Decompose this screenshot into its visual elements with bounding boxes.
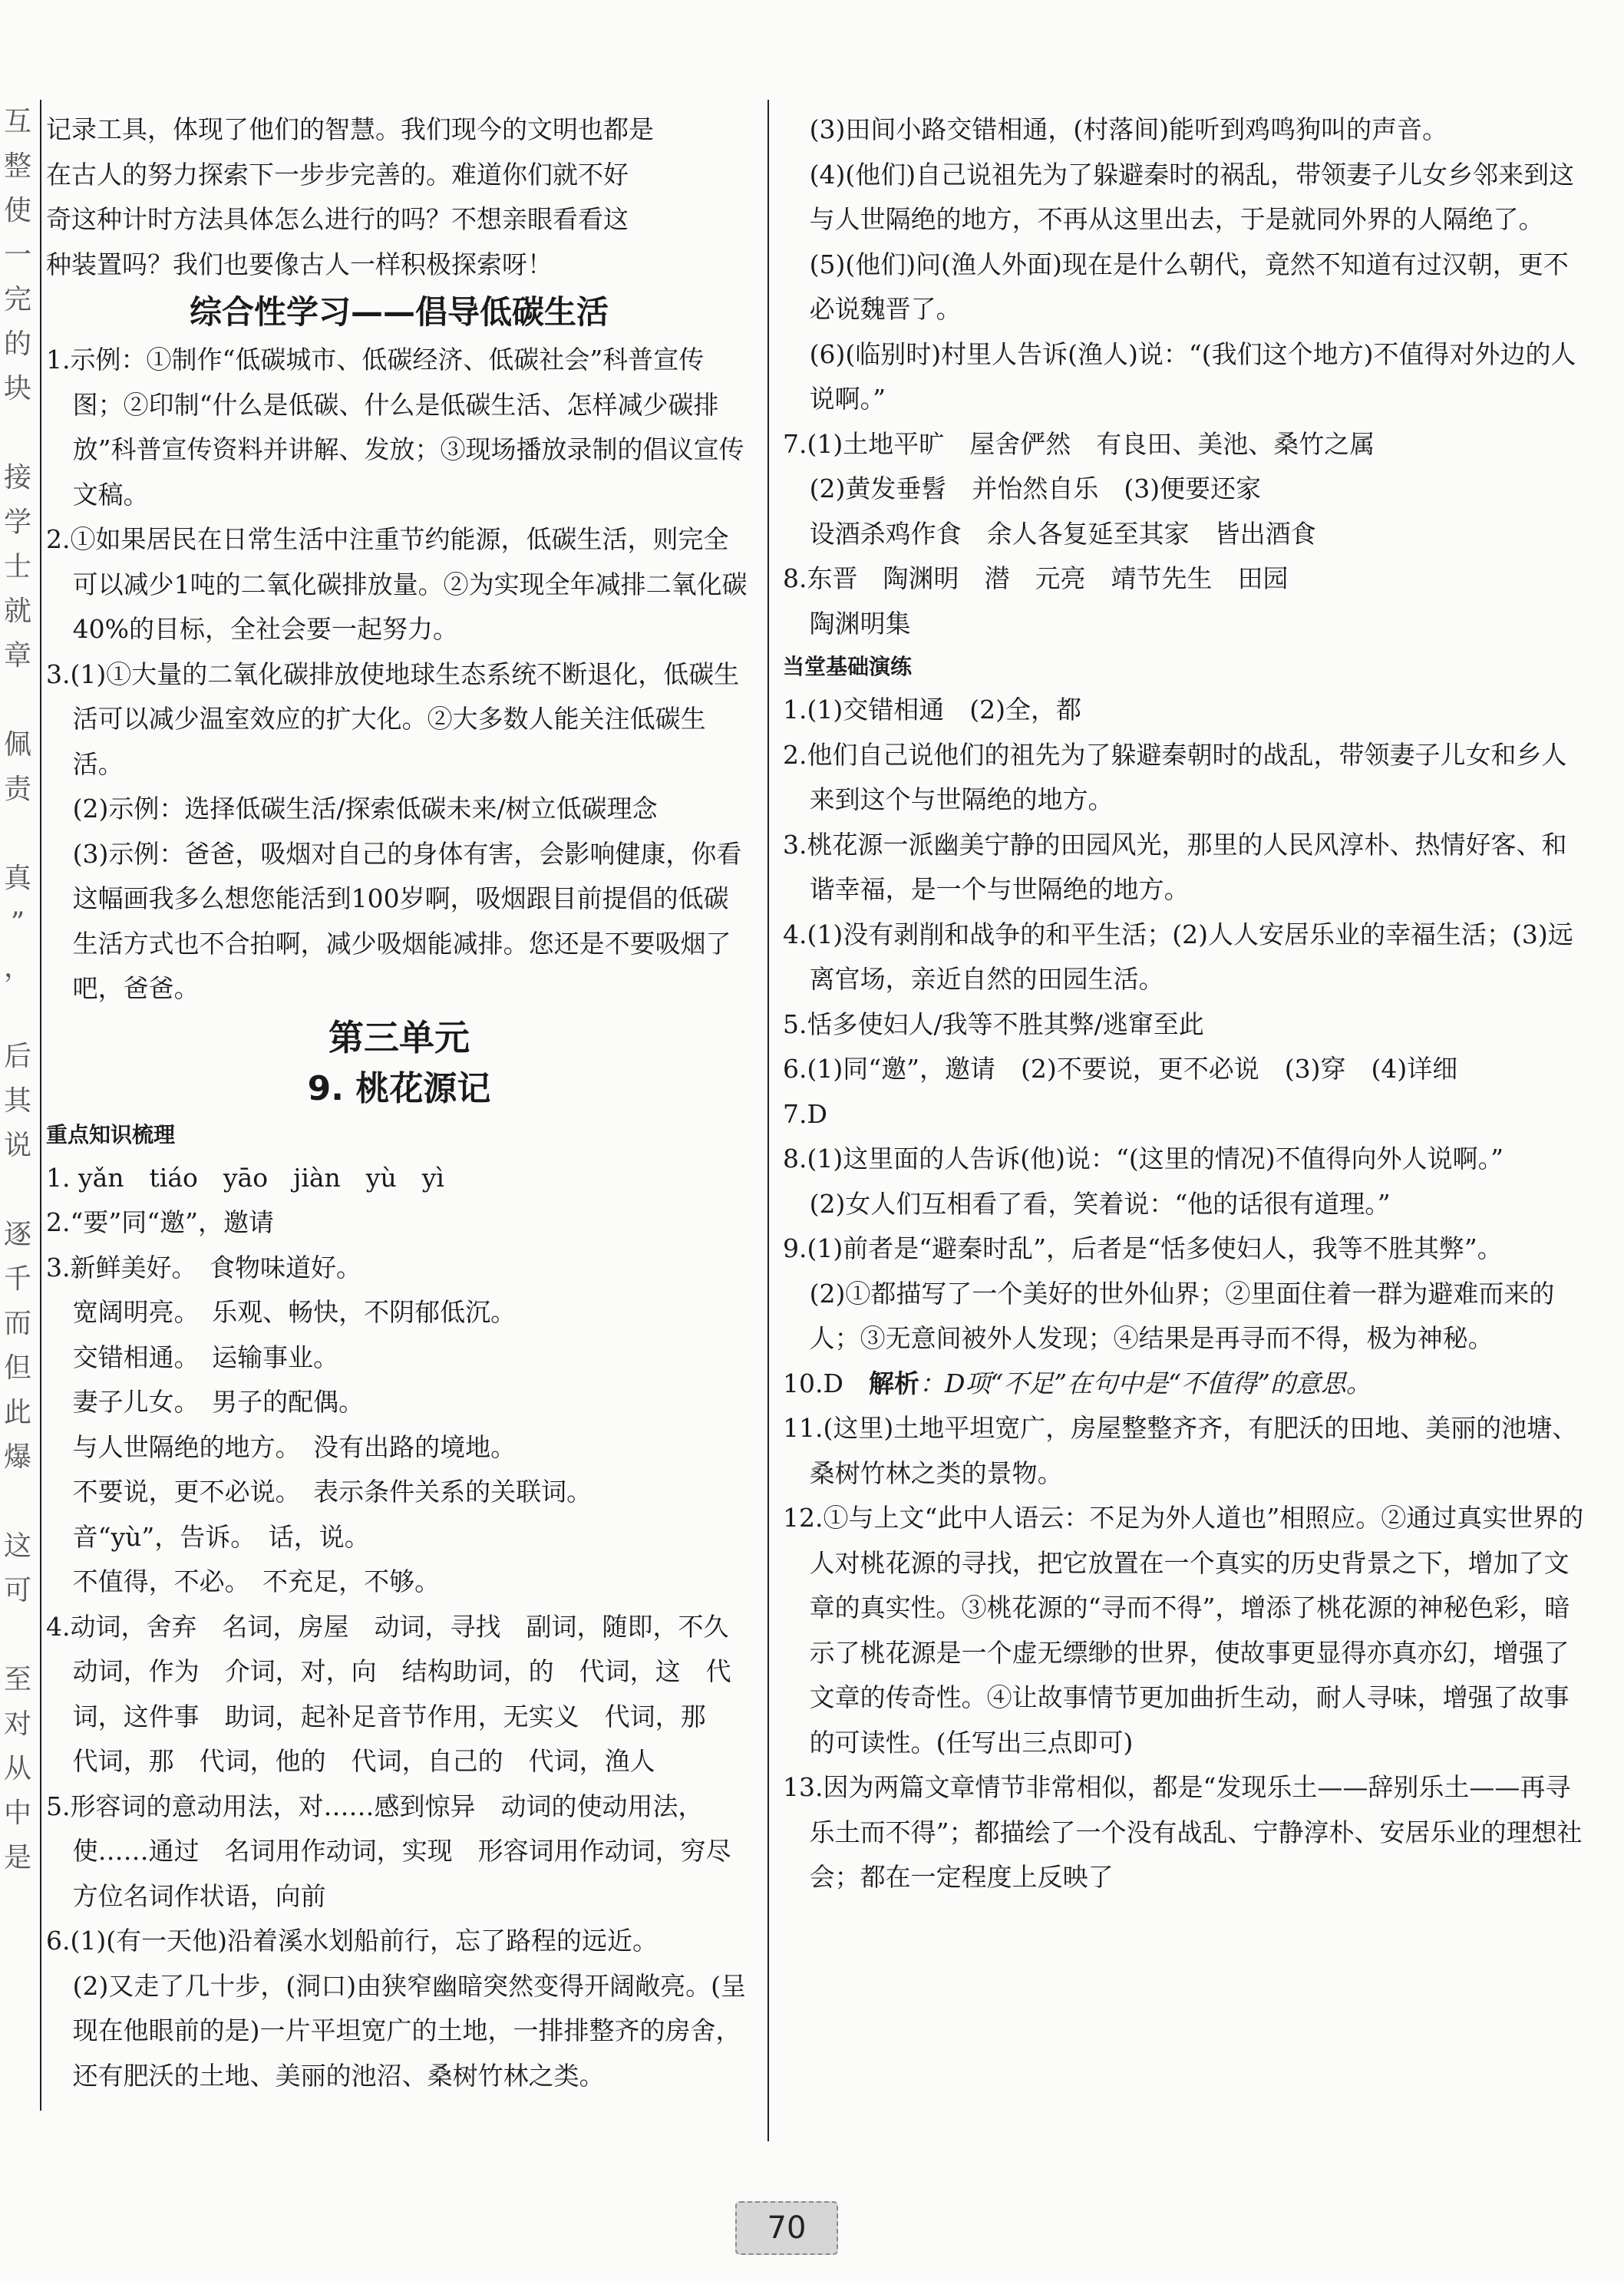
knowledge-7-3: 设酒杀鸡作食 余人各复延至其家 皆出酒食	[809, 518, 1316, 549]
edge-glyph: 责	[3, 774, 31, 805]
practice-13: 13.因为两篇文章情节非常相似，都是“发现乐土——辞别乐土——再寻乐土而不得”；都描绘了一个没有战乱、宁静淳朴、安居乐业的理想社会；都在一定程度上反映了	[783, 1772, 1583, 1892]
practice-10	[783, 1362, 1586, 1407]
edge-glyph: 可	[3, 1575, 31, 1606]
intro-line: 奇这种计时方法具体怎么进行的吗？不想亲眼看看这	[46, 204, 629, 234]
practice-4: 4.(1)没有剥削和战争的和平生活；(2)人人安居乐业的幸福生活；(3)远离官场，亲近自然的田园生活。	[783, 919, 1573, 994]
intro-line: 记录工具，体现了他们的智慧。我们现今的文明也都是	[46, 114, 654, 144]
edge-glyph	[0, 812, 35, 857]
edge-glyph: 至	[3, 1664, 31, 1695]
knowledge-8-cont: 陶渊明集	[809, 608, 911, 639]
knowledge-6-6: (6)(临别时)村里人告诉(渔人)说：“(我们这个地方)不值得对外边的人说啊。”	[809, 338, 1576, 414]
edge-glyph: ，	[3, 952, 31, 983]
knowledge-3-line: 与人世隔绝的地方。 没有出路的境地。	[72, 1431, 517, 1462]
practice-12: 12.①与上文“此中人语云：不足为外人道也”相照应。②通过真实世界的人对桃花源的寻找，把它放置在一个真实的历史背景之下，增加了文章的真实性。③桃花源的“寻而不得”，增添了桃花源的神秘色彩，暗示了桃花源是一个虚无缥缈的世界，使故事更显得亦真亦幻，增强了文章的传奇性。④让故事情节更加曲折生动，耐人寻味，增强了故事的可读性。(任写出三点即可)	[783, 1503, 1584, 1758]
knowledge-8: 8.东晋 陶渊明 潜 元亮 靖节先生 田园	[783, 563, 1289, 593]
edge-glyph: 这	[3, 1530, 31, 1562]
knowledge-1: 1. yǎn tiáo yāo jiàn yù yì	[46, 1162, 444, 1193]
knowledge-4: 4.动词，舍弃 名词，房屋 动词，寻找 副词，随即，不久 动词，作为 介词，对，向 结构助词，的 代词，这 代词，这件事 助词，起补足音节作用，无实义 代词，那 代词，那 代词，他的 代词，自己的 代词，渔人	[46, 1611, 754, 1776]
practice-3: 3.桃花源一派幽美宁静的田园风光，那里的人民风淳朴、热情好客、和谐幸福，是一个与世隔绝的地方。	[783, 829, 1567, 904]
knowledge-6-5: (5)(他们)问(渔人外面)现在是什么朝代，竟然不知道有过汉朝，更不必说魏晋了。	[809, 249, 1569, 324]
edge-glyph: 使	[3, 195, 31, 226]
lesson-title: 9. 桃花源记	[307, 1068, 491, 1108]
knowledge-7-1: 7.(1)土地平旷 屋舍俨然 有良田、美池、桑竹之属	[783, 428, 1375, 459]
section-title: 综合性学习——倡导低碳生活	[189, 293, 609, 331]
practice-10-answer: 10.D	[783, 1368, 869, 1398]
practice-2: 2.他们自己说他们的祖先为了躲避秦朝时的战乱，带领妻子儿女和乡人来到这个与世隔绝的地方。	[783, 739, 1567, 814]
left-edge-cropped-text	[0, 100, 35, 1873]
knowledge-7-2: (2)黄发垂髫 并怡然自乐 (3)便要还家	[809, 474, 1262, 503]
answer-3-2: (2)示例：选择低碳生活/探索低碳未来/树立低碳理念	[72, 794, 658, 824]
edge-glyph: 从	[3, 1753, 31, 1784]
edge-glyph: 其	[3, 1085, 31, 1117]
edge-glyph: 中	[3, 1797, 31, 1829]
edge-glyph: 接	[3, 462, 31, 494]
knowledge-3-line: 不值得，不必。 不充足，不够。	[72, 1566, 441, 1596]
practice-9-1: 9.(1)前者是“避秦时乱”，后者是“恬多使妇人，我等不胜其弊”。	[783, 1233, 1503, 1263]
subhead-knowledge: 重点知识梳理	[46, 1121, 176, 1147]
knowledge-3-line: 音“yù”，告诉。 话，说。	[72, 1521, 370, 1552]
edge-glyph: 爆	[3, 1441, 31, 1473]
edge-glyph: ”	[10, 907, 25, 939]
knowledge-3: 3.新鲜美好。 食物味道好。	[46, 1252, 361, 1282]
practice-5: 5.恬多使妇人/我等不胜其弊/逃窜至此	[783, 1008, 1204, 1039]
knowledge-3-line: 交错相通。 运输事业。	[72, 1342, 339, 1372]
edge-glyph: 块	[3, 373, 31, 404]
edge-glyph	[0, 1480, 35, 1524]
edge-glyph: 但	[3, 1352, 31, 1384]
analysis-text: ：D项“不足”在句中是“不值得”的意思。	[919, 1368, 1371, 1398]
column-divider	[767, 100, 769, 2141]
knowledge-3-line: 宽阔明亮。 乐观、畅快，不阴郁低沉。	[72, 1297, 517, 1327]
practice-6: 6.(1)同“邀”，邀请 (2)不要说，更不必说 (3)穿 (4)详细	[783, 1054, 1458, 1084]
knowledge-5: 5.形容词的意动用法，对……感到惊异 动词的使动用法，使……通过 名词用作动词，实现 形容词用作动词，穷尽 方位名词作状语，向前	[46, 1791, 757, 1911]
right-column	[783, 107, 1586, 1900]
knowledge-3-line: 不要说，更不必说。 表示条件关系的关联词。	[72, 1477, 592, 1507]
answer-1: 1.示例：①制作“低碳城市、低碳经济、低碳社会”科普宣传图；②印制“什么是低碳、什么是低碳生活、怎样减少碳排放”科普宣传资料并讲解、发放；③现场播放录制的倡议宣传文稿。	[46, 345, 744, 510]
edge-glyph: 佩	[3, 729, 31, 761]
unit-title: 第三单元	[328, 1016, 470, 1058]
edge-glyph: 而	[3, 1308, 31, 1339]
practice-7: 7.D	[783, 1098, 827, 1129]
page-number: 70	[735, 2201, 838, 2255]
knowledge-3-line: 妻子儿女。 男子的配偶。	[72, 1387, 365, 1417]
edge-glyph: 完	[3, 284, 31, 315]
edge-glyph	[0, 990, 35, 1035]
answer-2: 2.①如果居民在日常生活中注重节约能源，低碳生活，则完全可以减少1吨的二氧化碳排放量。②为实现全年减排二氧化碳40%的目标，全社会要一起努力。	[46, 524, 748, 644]
edge-glyph: 章	[3, 640, 31, 672]
practice-8-2: (2)女人们互相看了看，笑着说：“他的话很有道理。”	[809, 1188, 1391, 1219]
edge-glyph: 后	[3, 1041, 31, 1072]
knowledge-6-1: 6.(1)(有一天他)沿着溪水划船前行，忘了路程的远近。	[46, 1926, 658, 1956]
answer-3-3: (3)示例：爸爸，吸烟对自己的身体有害，会影响健康，你看这幅画我多么想您能活到100岁啊，吸烟跟目前提倡的低碳生活方式也不合拍啊，减少吸烟能减排。您还是不要吸烟了吧，爸爸。	[72, 838, 742, 1003]
edge-glyph: 学	[3, 507, 31, 538]
edge-glyph: 逐	[3, 1219, 31, 1250]
practice-8-1: 8.(1)这里面的人告诉(他)说：“(这里的情况)不值得向外人说啊。”	[783, 1144, 1504, 1174]
knowledge-6-3: (3)田间小路交错相通，(村落间)能听到鸡鸣狗叫的声音。	[809, 114, 1448, 144]
edge-glyph	[0, 411, 35, 456]
intro-line: 种装置吗？我们也要像古人一样积极探索呀！	[46, 249, 553, 279]
edge-glyph: 的	[3, 328, 31, 360]
left-margin-rule	[40, 100, 41, 2111]
edge-glyph: 就	[3, 596, 31, 627]
edge-glyph: 整	[3, 150, 31, 182]
edge-glyph: 真	[3, 863, 31, 894]
knowledge-6-4: (4)(他们)自己说祖先为了躲避秦时的祸乱，带领妻子儿女乡邻来到这与人世隔绝的地方，不再从这里出去，于是就同外界的人隔绝了。	[809, 159, 1575, 234]
intro-line: 在古人的努力探索下一步步完善的。难道你们就不好	[46, 159, 629, 190]
practice-9-2: (2)①都描写了一个美好的世外仙界；②里面住着一群为避难而来的人；③无意间被外人发现；④结果是再寻而不得，极为神秘。	[809, 1278, 1555, 1353]
practice-11: 11.(这里)土地平坦宽广，房屋整整齐齐，有肥沃的田地、美丽的池塘、桑树竹林之类的景物。	[783, 1413, 1578, 1488]
left-column	[46, 107, 757, 2098]
edge-glyph: 是	[3, 1842, 31, 1873]
edge-glyph: 说	[3, 1130, 31, 1161]
answer-3-1: 3.(1)①大量的二氧化碳排放使地球生态系统不断退化，低碳生活可以减少温室效应的扩大化。②大多数人能关注低碳生活。	[46, 659, 740, 779]
edge-glyph: 一	[3, 239, 31, 271]
practice-1: 1.(1)交错相通 (2)全，都	[783, 695, 1081, 725]
edge-glyph: 互	[3, 106, 31, 137]
edge-glyph	[0, 1613, 35, 1658]
edge-glyph: 对	[3, 1708, 31, 1740]
edge-glyph	[0, 1168, 35, 1213]
edge-glyph: 千	[3, 1263, 31, 1295]
edge-glyph	[0, 678, 35, 723]
edge-glyph: 士	[3, 551, 31, 583]
subhead-practice: 当堂基础演练	[783, 654, 913, 679]
knowledge-2: 2.“要”同“邀”，邀请	[46, 1207, 274, 1237]
knowledge-6-2: (2)又走了几十步，(洞口)由狭窄幽暗突然变得开阔敞亮。(呈现在他眼前的是)一片平坦宽广的土地，一排排整齐的房舍，还有肥沃的土地、美丽的池沼、桑树竹林之类。	[72, 1970, 747, 2091]
analysis-label: 解析	[868, 1368, 919, 1398]
edge-glyph: 此	[3, 1397, 31, 1428]
